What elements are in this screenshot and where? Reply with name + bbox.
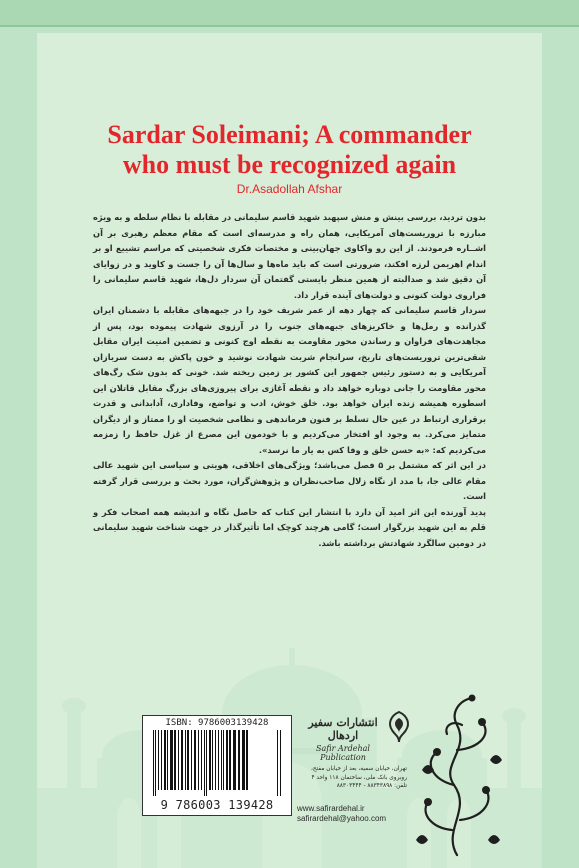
barcode-bar [201,730,202,790]
barcode-bars [151,730,283,796]
barcode-bar [191,730,192,790]
publisher-web-contact [297,804,397,824]
publisher-phone: تلفن: ۸۸۳۴۳۸۹۸ - ۸۸۳۰۳۴۴۴ [336,783,407,789]
description-paragraph-2: سردار قاسم سلیمانی که چهار دهه از عمر شریف خود را در جبهه‌های مقابله با دشمنان ایران گذرانده و رمل‌ها و خاکریزهای جبهه‌های جنوب را در آرزوی شهادت پیموده بود، پس از مجاهدت‌های فراوان و رساندن محور مقاومت به نقطه اوج کنونی و تضمین امنیت ایران مقابل شقی‌ترین تروریست‌های تاریخ، سرانجام شربت شهادت نوشید و خون پاکش به دست سربازان آمریکایی و به دستور رئیس جمهور این کشور بر زمین ریخته شد. خونی که بدون شک رگ‌های محور مقاومت را جانی دوباره خواهد داد و نقطه آغازی برای پیروزی‌های بزرگ مقابل قاتلان این اسطوره همیشه زنده ایران خواهد بود. خلق خوش، ادب و تواضع، وفاداری، آدابدانی و قدرت برقراری ارتباط در عین حال تسلط بر فنون فرماندهی و نظامی شخصیت او را ممتاز و از دیگران متمایز می‌کرد. به وجود او افتخار می‌کردیم و با خودمون این مصرع از غزل حافظ را زمزمه می‌کردیم که: «به حسن خلق و وفا کس به یار ما نرسد». [93,305,486,455]
barcode-bar [194,730,196,790]
description-paragraph-1: بدون تردید، بررسی بینش و منش سپهبد شهید قاسم سلیمانی در مقابله با نظام سلطه و به ویژه مبارزه با تروریست‌های آمریکایی، همان راه و مدرسه‌ای است که مقام معظم رهبری بر آن اشــاره فرمودند. از این رو واکاوی جهان‌بینی و مختصات فکری شخصیتی که مراسم تشییع او بر اندام اهریمن لرزه افکند، ضرورتی است که باید ماه‌ها و سال‌ها آن را جست و کاوید و در زوایای آن دقیق شد و صدالبته از همین منظر بایستی گفتمان آن سردار دل‌ها، شهید قاسم سلیمانی را فراروی دولت کنونی و دولت‌های آینده قرار داد. [93,212,486,300]
barcode-bar [161,730,162,790]
barcode-bar [221,730,222,790]
barcode-bar [164,730,166,790]
barcode-bar [238,730,240,790]
barcode-bar [206,730,207,796]
barcode-bar [223,730,224,790]
top-border-line [0,25,579,27]
floral-ornament-image [402,690,512,860]
barcode-bar [155,730,156,796]
isbn-barcode [142,715,292,816]
publisher-name-persian: انتشارات سفیر اردهال [308,716,378,742]
barcode-bar [209,730,211,790]
barcode-bar [280,730,281,796]
barcode-bar [167,730,168,790]
description-text [93,210,486,551]
description-paragraph-3: در این اثر که مشتمل بر ۵ فصل می‌باشد؛ ویژگی‌های اخلاقی، هویتی و سیاسی این شهید عالی مقام عالی جا، با مدد از نگاه زلال صاحب‌نظران و پژوهش‌گران، مورد بحث و بررسی قرار گرفته است. [93,460,487,501]
barcode-bar [153,730,154,796]
barcode-bar [229,730,231,790]
publisher-contact [297,765,407,791]
barcode-bar [158,730,159,790]
barcode-bar [187,730,189,790]
description-paragraph-4: پدید آورنده این اثر امید آن دارد با انتشار این کتاب که حاصل نگاه و اندیشه همه اصحاب فکر و قلم به این شهید بزرگوار است؛ گامی هرچند کوچک اما تأثیرگذار در جهت شناخت شهید سلیمانی در دومین سالگرد شهادتش برداشته باشد. [93,506,486,548]
author-name: Dr.Asadollah Afshar [236,182,343,196]
top-border-band [0,0,579,25]
isbn-label: ISBN: 9786003139428 [165,718,269,728]
book-title-line-2: who must be recognized again [122,150,457,179]
publisher-address: تهران، خیابان سمیه، بعد از خیابان مفتح، روبروی بانک ملی، ساختمان ۱۱۸ واحد ۴ [311,766,407,781]
barcode-bar [242,730,245,790]
barcode-bar [215,730,216,790]
book-title [40,120,539,180]
barcode-bar [198,730,199,790]
barcode-bar [226,730,228,790]
barcode-bar [218,730,219,790]
barcode-bar [185,730,186,790]
barcode-bar [246,730,248,790]
barcode-bar [212,730,213,790]
barcode-bar [170,730,173,790]
barcode-bar [178,730,179,790]
barcode-bar [277,730,278,796]
barcode-bar [174,730,176,790]
book-title-line-1: Sardar Soleimani; A commander [107,120,472,149]
barcode-bar [204,730,205,796]
barcode-bar [233,730,236,790]
barcode-bar [181,730,183,790]
publisher-email: safirardehal@yahoo.com [297,814,387,823]
publisher-website: www.safirardehal.ir [297,804,365,813]
publisher-name-english: Safir Ardehal Publication [316,744,370,762]
barcode-number: 9 786003 139428 [160,798,274,812]
